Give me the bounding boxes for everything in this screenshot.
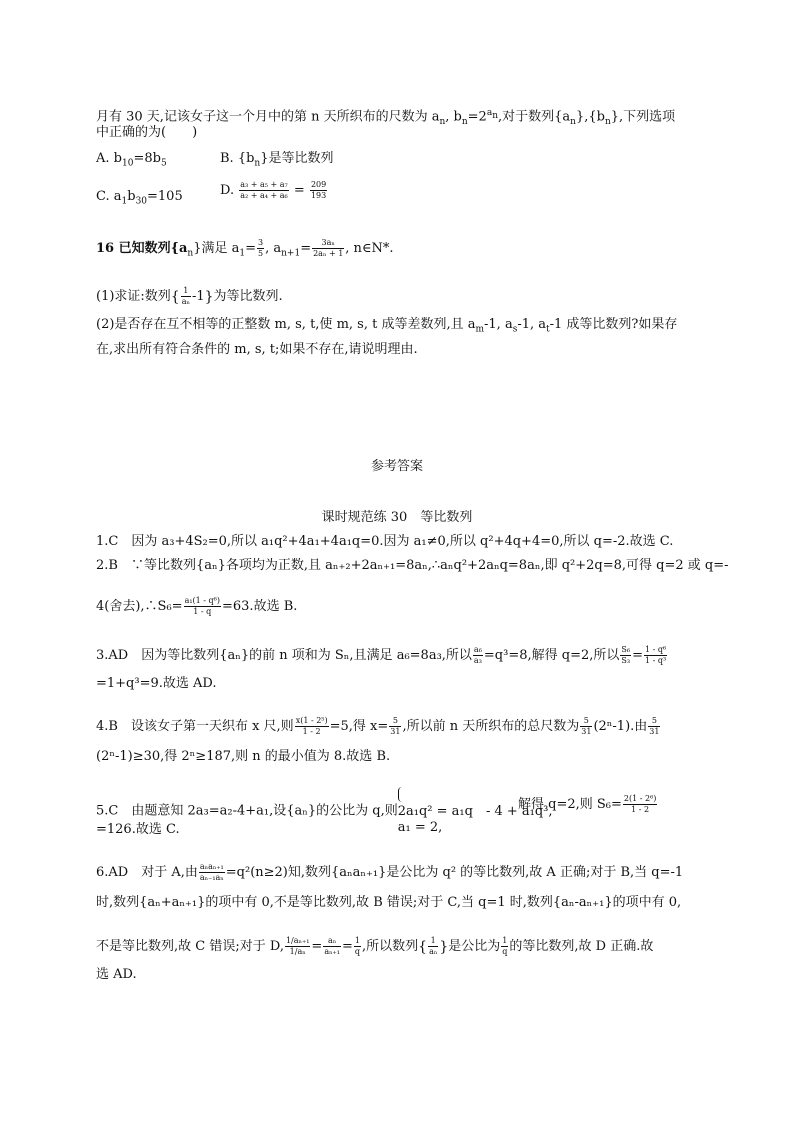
option-c: C. a	[96, 189, 122, 204]
option-d: D. $\frac{\text{a₃ + a₅ + a₇}}{\text{a₂ + a₄ + a₆}}$ = $\frac{209}{193}$	[220, 180, 327, 200]
answer-3-line1: 3.AD 因为等比数列{aₙ}的前 n 项和为 Sₙ,且满足 a₆=8a₃,所以 $\frac{\text{a₆}}{\text{a₃}}$ =q³=8,解得 q=2,所以 $\frac{\text{S₆}}{\text{S₃}}$ = $\frac{\text{1 - q⁶}}{\text{1 - q³}}$	[96, 645, 667, 665]
answer-4-line2: (2ⁿ-1)≥30,得 2ⁿ≥187,则 n 的最小值为 8.故选 B.	[96, 749, 391, 764]
text: -1 成等比数列?如果存	[549, 317, 678, 332]
text: 的等比数列,故 D 正确.故	[509, 939, 654, 954]
text: 4.B 设该女子第一天织布 x 尺,则	[96, 719, 294, 734]
text: 不是等比数列,故 C 错误;对于 D,	[96, 939, 284, 954]
text: ,所以前 n 天所织布的总尺数为	[402, 719, 580, 734]
q16-part1: (1)求证:数列{ $\frac{1}{\text{aₙ}}$ -1}为等比数列.	[96, 286, 283, 306]
answer-4-line1: 4.B 设该女子第一天织布 x 尺,则 $\frac{\text{x(1 - 2⁵)}}{1 - 2}$ =5,得 x= $\frac{5}{31}$ ,所以前 n 天所织布的总尺数为 $\frac{5}{31}$ (2ⁿ-1).由 $\frac{5}{31}$	[96, 716, 660, 736]
text: =	[341, 939, 353, 954]
answer-2-line2: 4(舍去),∴S₆= $\frac{\text{a₁(1 - q⁶)}}{1 - q}$ =63.故选 B.	[96, 596, 298, 616]
text: 5.C 由题意知 2a₃=a₂-4+a₁,设{aₙ}的公比为 q,则	[96, 803, 398, 819]
text: 4(舍去),∴S₆=	[96, 599, 183, 614]
text: 解得 q=2,则 S₆= $\frac{\text{2(1 - 2⁶)}}{1 - 2}$	[518, 794, 657, 814]
q16-head: 16 已知数列$\{a_n\}$满足 $a_1=$ $\frac{3}{5}$ , $a_{n+1}=$ $\frac{\text{3aₙ}}{\text{2aₙ + 1}}$ , n∈N*.	[96, 238, 394, 259]
text: 月有 30 天,记该女子这一个月中的第 n 天所织布的尺数为 a	[96, 109, 440, 125]
answer-3-line2: =1+q³=9.故选 AD.	[96, 676, 217, 691]
text: =105	[147, 189, 183, 204]
text: =8b	[133, 151, 161, 166]
equation-system: 2a₁q² = a₁q - 4 + a₁q³, a₁ = 2,	[398, 786, 553, 836]
text: 16 已知数列{a	[96, 241, 188, 256]
text: }满足 a	[193, 241, 240, 256]
answers-title: 参考答案	[370, 459, 423, 474]
text: , n∈N*.	[345, 241, 394, 256]
option-b: B. $\{b_n\}$是等比数列	[220, 151, 334, 169]
text: (1)求证:数列	[96, 289, 171, 304]
answer-6-line1: 6.AD 对于 A,由 $\frac{\text{aₙaₙ₊₁}}{\text{aₙ₋₁aₙ}}$ =q²(n≥2)知,数列{aₙaₙ₊₁}是公比为 q² 的等比数列,故 A 正确;对于 B,当 q=-1	[96, 862, 684, 882]
text: 3.AD 因为等比数列{aₙ}的前 n 项和为 Sₙ,且满足 a₆=8a₃,所以	[96, 648, 472, 663]
text: , b	[445, 109, 462, 125]
q16-part2-line2: 在,求出所有符合条件的 m, s, t;如果不存在,请说明理由.	[96, 342, 418, 357]
answer-2-line1: 2.B ∵等比数列{aₙ}各项均为正数,且 aₙ₊₂+2aₙ₊₁=8aₙ,∴aₙq²+2aₙq=8aₙ,即 q²+2q=8,可得 q=2 或 q=-	[96, 558, 729, 573]
text: (2ⁿ-1).由	[593, 719, 648, 734]
text: ,对于数列{a	[498, 109, 571, 125]
text: =	[300, 241, 312, 256]
q16-part2-line1: (2)是否存在互不相等的正整数 m, s, t,使 m, s, t 成等差数列,且 $a_m-1$, $a_s-1$, $a_t-1$ 成等比数列?如果存	[96, 317, 678, 335]
q15-line1: 月有 30 天,记该女子这一个月中的第 n 天所织布的尺数为 $a_n$, $b_n=2^{a_n}$,对于数列$\{a_n\},\{b_n\}$,下列选项	[96, 108, 676, 127]
text: =5,得 x=	[329, 719, 389, 734]
q15-options-ab: A. $b_{10}=8b_5$ B. $\{b_n\}$是等比数列	[96, 150, 698, 173]
q15-options-cd: C. $a_1b_{30}=105$ D. $\frac{\text{a₃ + a₅ + a₇}}{\text{a₂ + a₄ + a₆}}$ = $\frac{209}{193}$	[96, 180, 327, 207]
text: =q³=8,解得 q=2,所以	[483, 648, 620, 663]
text: =q²(n≥2)知,数列{aₙaₙ₊₁}是公比为 q² 的等比数列,故 A 正确;对于 B,当 q=-1	[225, 865, 684, 880]
answer-6-line4: 选 AD.	[96, 967, 137, 982]
option-a: A. b	[96, 151, 122, 166]
q15-line2: 中正确的为( )	[96, 125, 198, 140]
section-title: 课时规范练 30 等比数列	[321, 510, 473, 525]
text: , a	[265, 241, 282, 256]
text: },{b	[575, 109, 605, 125]
answer-6-line3: 不是等比数列,故 C 错误;对于 D, $\frac{\text{1/aₙ₊₁}}{\text{1/aₙ}}$ = $\frac{\text{aₙ}}{\text{aₙ₊₁}}$ = $\frac{1}{q}$ ,所以数列{ $\frac{1}{\text{aₙ}}$ }是公比为 $\frac{1}{q}$ 的等比数列,故 D 正确.故	[96, 936, 654, 956]
text: -1, a	[517, 317, 547, 332]
answer-5-line2: =126.故选 C.	[96, 822, 180, 837]
text: -1, a	[484, 317, 513, 332]
text: 为等比数列.	[213, 289, 283, 304]
answer-6-line2: 时,数列{aₙ+aₙ₊₁}的项中有 0,不是等比数列,故 B 错误;对于 C,当 q=1 时,数列{aₙ-aₙ₊₁}的项中有 0,	[96, 895, 682, 910]
text: b	[127, 189, 136, 204]
text: =2	[467, 109, 487, 125]
answer-1: 1.C 因为 a₃+4S₂=0,所以 a₁q²+4a₁+4a₁q=0.因为 a₁≠0,所以 q²+4q+4=0,所以 q=-2.故选 C.	[96, 534, 674, 549]
text: (2)是否存在互不相等的正整数 m, s, t,使 m, s, t 成等差数列,且 a	[96, 317, 476, 332]
text: },下列选项	[610, 109, 676, 125]
text: 是公比为	[448, 939, 501, 954]
text: =	[245, 241, 256, 256]
text: =	[311, 939, 323, 954]
text: 6.AD 对于 A,由	[96, 865, 198, 880]
text: =63.故选 B.	[222, 599, 298, 614]
text: =	[632, 648, 643, 663]
text: -1	[191, 289, 205, 304]
text: ,所以数列	[362, 939, 419, 954]
